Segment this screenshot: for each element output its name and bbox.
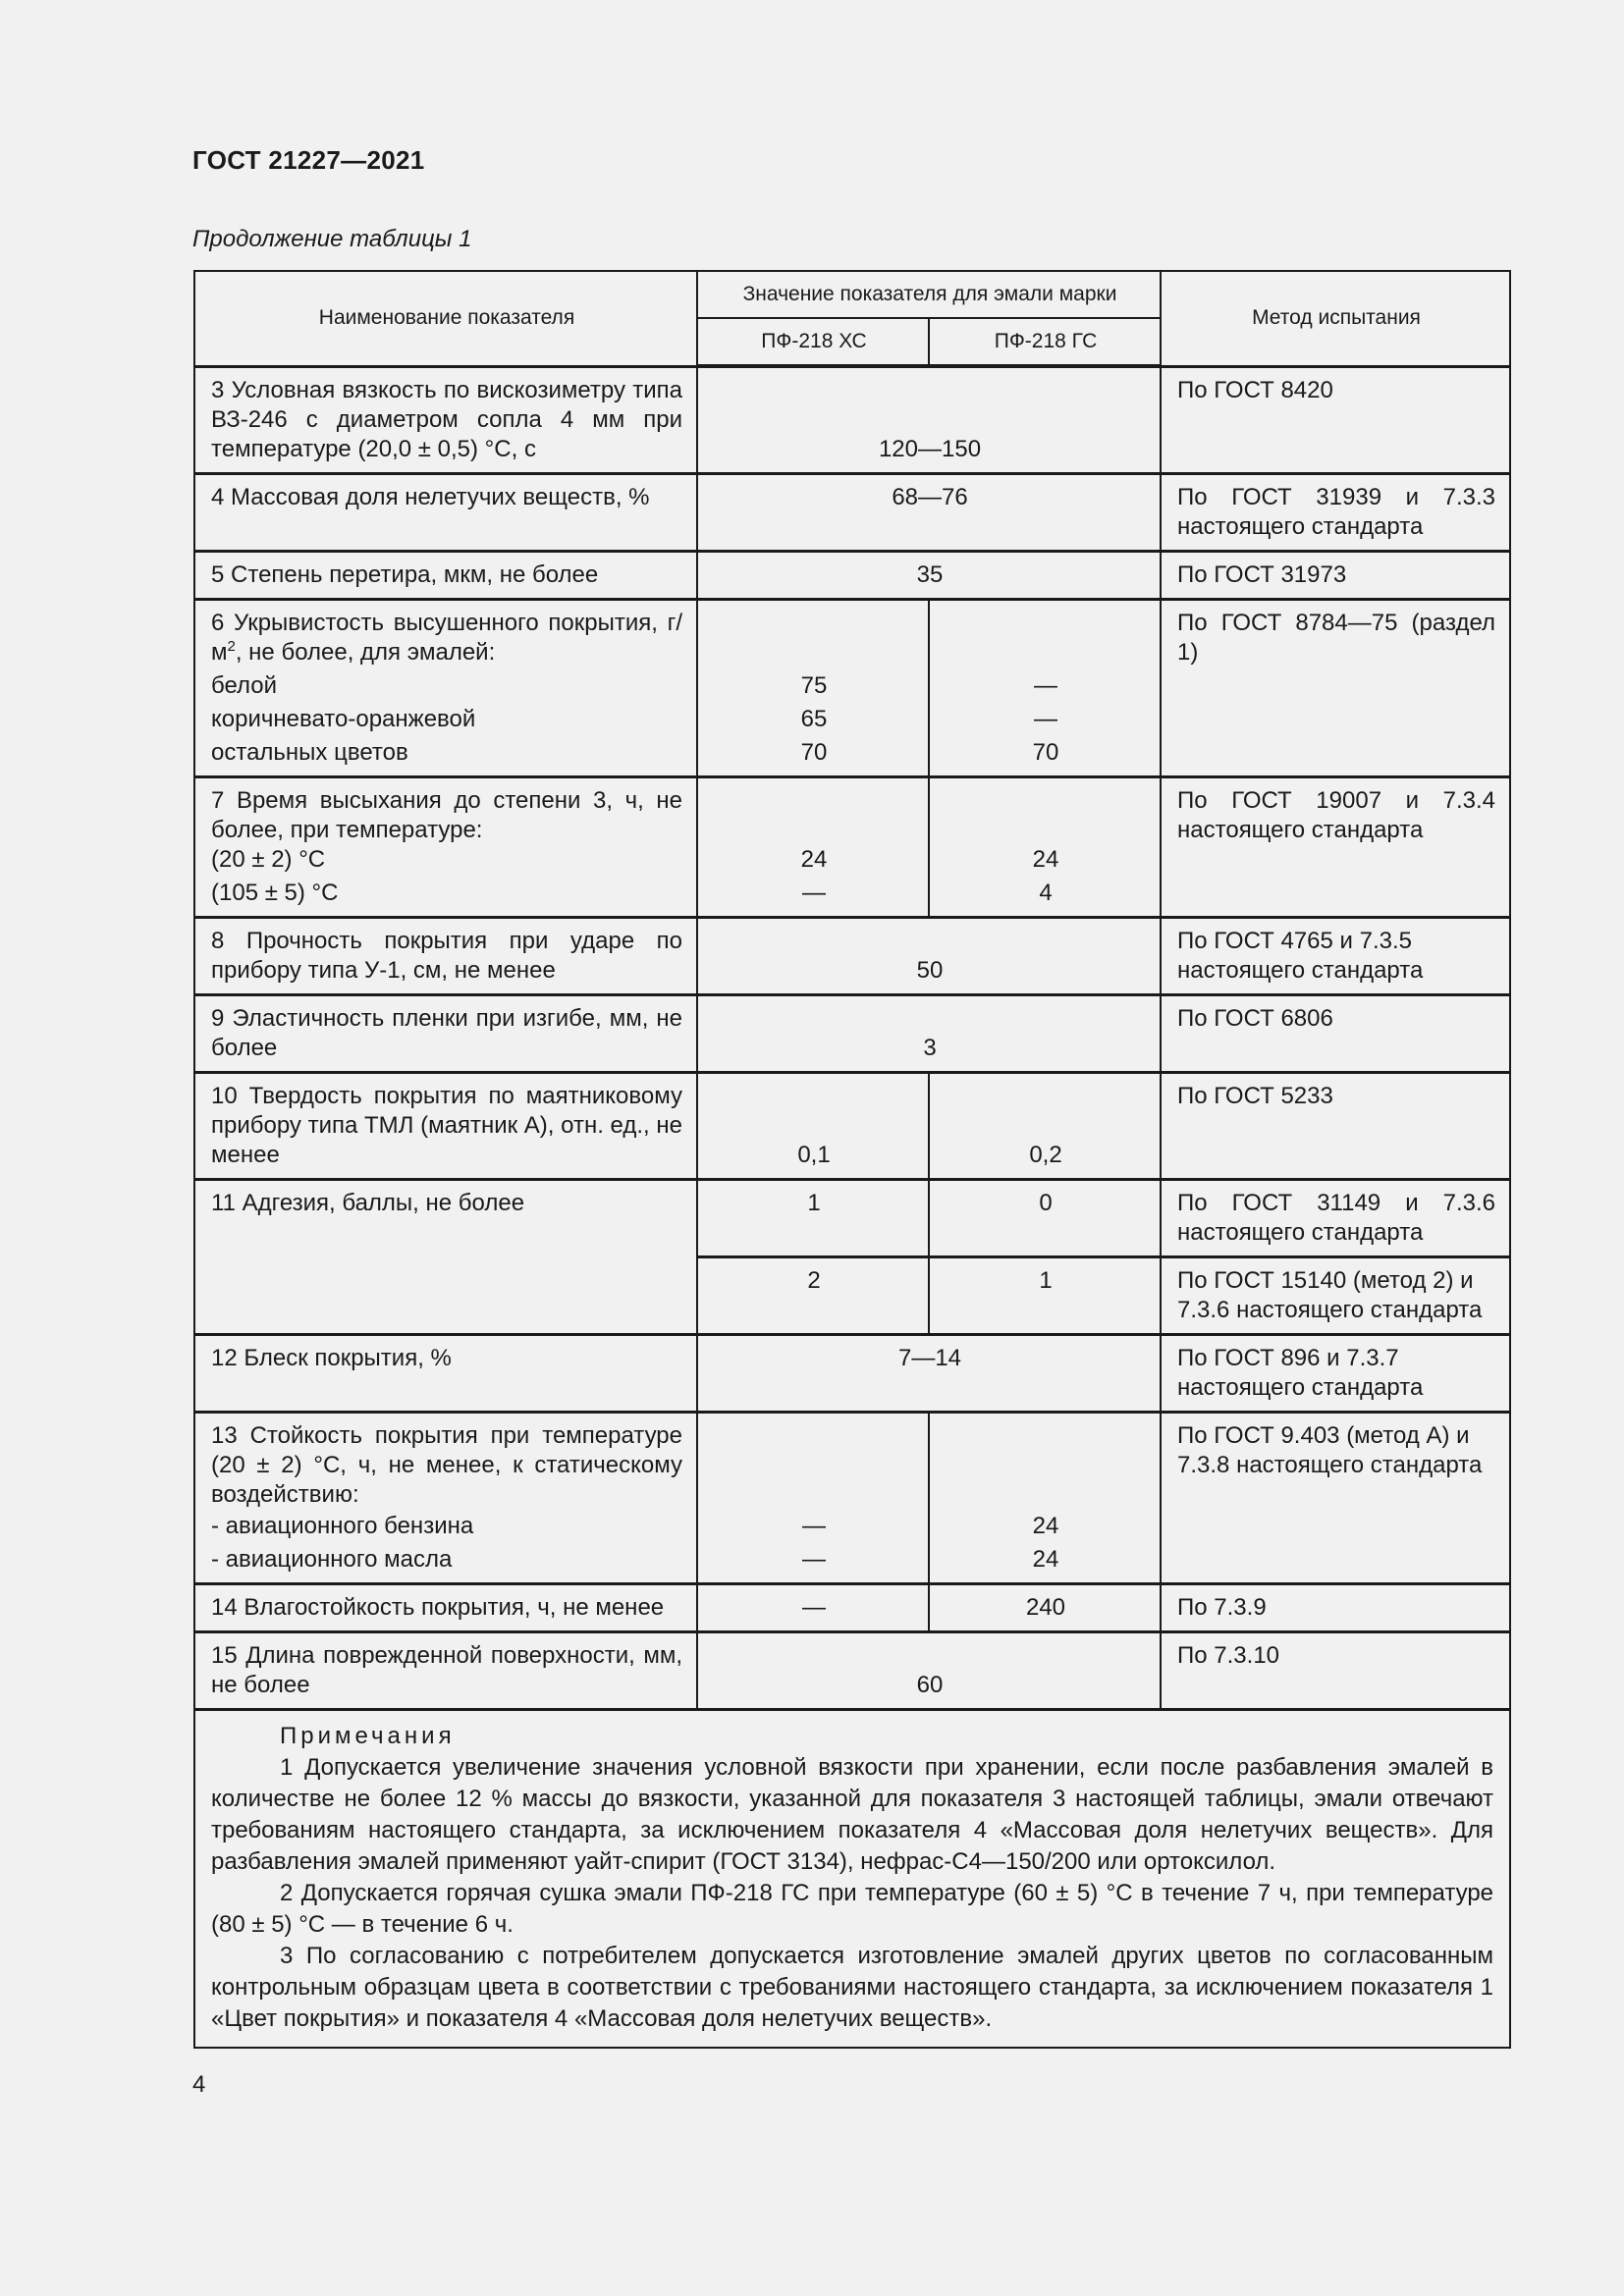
- notes-block: [194, 1709, 1510, 2048]
- row-value-brand1: —: [697, 1583, 929, 1631]
- table-row: [194, 1583, 1510, 1631]
- row-value: 68—76: [697, 473, 1161, 551]
- row-method: По ГОСТ 8784—75 (раздел 1): [1161, 599, 1510, 776]
- row-value-brand1: 75 65 70: [697, 599, 929, 776]
- row-value: 35: [697, 551, 1161, 599]
- row-value-brand2: 0: [929, 1179, 1161, 1256]
- table-row: [194, 994, 1510, 1072]
- table-row: [194, 917, 1510, 994]
- row-value-brand2: 0,2: [929, 1072, 1161, 1179]
- table-row: [194, 551, 1510, 599]
- row-name: 13 Стойкость покрытия при температуре (20 ± 2) °С, ч, не менее, к статическому воздействию: - авиационного бензина - авиационного масла: [194, 1412, 697, 1583]
- row-name: 6 Укрывистость высушенного покрытия, $г/м^2$, не более, для эмалей: белой коричневато-оранжевой остальных цветов: [194, 599, 697, 776]
- col-method-header: Метод испытания: [1161, 271, 1510, 366]
- table-row: [194, 473, 1510, 551]
- col-brand1-header: ПФ-218 ХС: [697, 318, 929, 366]
- row-method: По 7.3.9: [1161, 1583, 1510, 1631]
- row-name: 9 Эластичность пленки при изгибе, мм, не более: [194, 994, 697, 1072]
- notes-row: [194, 1709, 1510, 2048]
- row-method: По 7.3.10: [1161, 1631, 1510, 1709]
- row-value-brand1: — —: [697, 1412, 929, 1583]
- row-name: 14 Влагостойкость покрытия, ч, не менее: [194, 1583, 697, 1631]
- col-brand2-header: ПФ-218 ГС: [929, 318, 1161, 366]
- note-3: 3 По согласованию с потребителем допускается изготовление эмалей других цветов по согласованным контрольным образцам цвета в соответствии с требованиями настоящего стандарта, за исключением показателя 1 «Цвет покрытия» и показателя 4 «Массовая доля нелетучих веществ».: [211, 1942, 1494, 2032]
- page-number: 4: [192, 2071, 206, 2098]
- row-value-brand1: 1: [697, 1179, 929, 1256]
- row-method: По ГОСТ 8420: [1161, 366, 1510, 473]
- row-name: 3 Условная вязкость по вискозиметру типа ВЗ-246 с диаметром сопла 4 мм при температуре (20,0 ± 0,5) °С, с: [194, 366, 697, 473]
- note-2: 2 Допускается горячая сушка эмали ПФ-218 ГС при температуре (60 ± 5) °С в течение 7 ч, при температуре (80 ± 5) °С — в течение 6 ч.: [211, 1879, 1494, 1938]
- row-value-brand2: 24 4: [929, 776, 1161, 917]
- row-value-brand1: 2: [697, 1256, 929, 1334]
- table-row: [194, 599, 1510, 776]
- table-row: [194, 1412, 1510, 1583]
- row-name: 8 Прочность покрытия при ударе по прибору типа У-1, см, не менее: [194, 917, 697, 994]
- row-value: 120—150: [697, 366, 1161, 473]
- row-method: По ГОСТ 9.403 (метод А) и 7.3.8 настоящего стандарта: [1161, 1412, 1510, 1583]
- col-name-header: Наименование показателя: [194, 271, 697, 366]
- row-value-brand1: 24 —: [697, 776, 929, 917]
- row-method: По ГОСТ 6806: [1161, 994, 1510, 1072]
- table-row: [194, 1179, 1510, 1256]
- row-name: 15 Длина поврежденной поверхности, мм, не более: [194, 1631, 697, 1709]
- table-row: [194, 1631, 1510, 1709]
- row-value: 3: [697, 994, 1161, 1072]
- col-value-group-header: Значение показателя для эмали марки: [697, 271, 1161, 318]
- table-row: [194, 776, 1510, 917]
- row-value: 7—14: [697, 1334, 1161, 1412]
- row-value-brand2: 240: [929, 1583, 1161, 1631]
- row-method: По ГОСТ 5233: [1161, 1072, 1510, 1179]
- page-header: ГОСТ 21227—2021: [192, 145, 425, 175]
- row-method: По ГОСТ 15140 (метод 2) и 7.3.6 настоящего стандарта: [1161, 1256, 1510, 1334]
- row-value-brand1: 0,1: [697, 1072, 929, 1179]
- table-row: [194, 1072, 1510, 1179]
- table-caption: Продолжение таблицы 1: [192, 226, 472, 252]
- table-header-row: [194, 271, 1510, 318]
- row-method: По ГОСТ 31149 и 7.3.6 настоящего стандарта: [1161, 1179, 1510, 1256]
- row-method: По ГОСТ 4765 и 7.3.5 настоящего стандарта: [1161, 917, 1510, 994]
- row-value-brand2: 1: [929, 1256, 1161, 1334]
- row-value: 60: [697, 1631, 1161, 1709]
- row-name: 12 Блеск покрытия, %: [194, 1334, 697, 1412]
- notes-title: Примечания: [280, 1722, 456, 1749]
- row-name: 5 Степень перетира, мкм, не более: [194, 551, 697, 599]
- row-name: 10 Твердость покрытия по маятниковому прибору типа ТМЛ (маятник А), отн. ед., не менее: [194, 1072, 697, 1179]
- row-value-brand2: — — 70: [929, 599, 1161, 776]
- table-row: [194, 366, 1510, 473]
- note-1: 1 Допускается увеличение значения условной вязкости при хранении, если после разбавления эмалей в количестве не более 12 % массы до вязкости, указанной для показателя 3 настоящей таблицы, эмали отвечают требованиям настоящего стандарта, за исключением показателя 4 «Массовая доля нелетучих веществ». Для разбавления эмалей применяют уайт-спирит (ГОСТ 3134), нефрас-С4—150/200 или ортоксилол.: [211, 1753, 1494, 1875]
- properties-table: [193, 270, 1511, 2049]
- row-name: 7 Время высыхания до степени 3, ч, не более, при температуре: (20 ± 2) °С (105 ± 5) °С: [194, 776, 697, 917]
- row-name: 4 Массовая доля нелетучих веществ, %: [194, 473, 697, 551]
- row-method: По ГОСТ 31939 и 7.3.3 настоящего стандарта: [1161, 473, 1510, 551]
- row-method: По ГОСТ 31973: [1161, 551, 1510, 599]
- row-method: По ГОСТ 896 и 7.3.7 настоящего стандарта: [1161, 1334, 1510, 1412]
- row-value-brand2: 24 24: [929, 1412, 1161, 1583]
- table-row: [194, 1334, 1510, 1412]
- row-value: 50: [697, 917, 1161, 994]
- row-method: По ГОСТ 19007 и 7.3.4 настоящего стандарта: [1161, 776, 1510, 917]
- row-name: 11 Адгезия, баллы, не более: [194, 1179, 697, 1334]
